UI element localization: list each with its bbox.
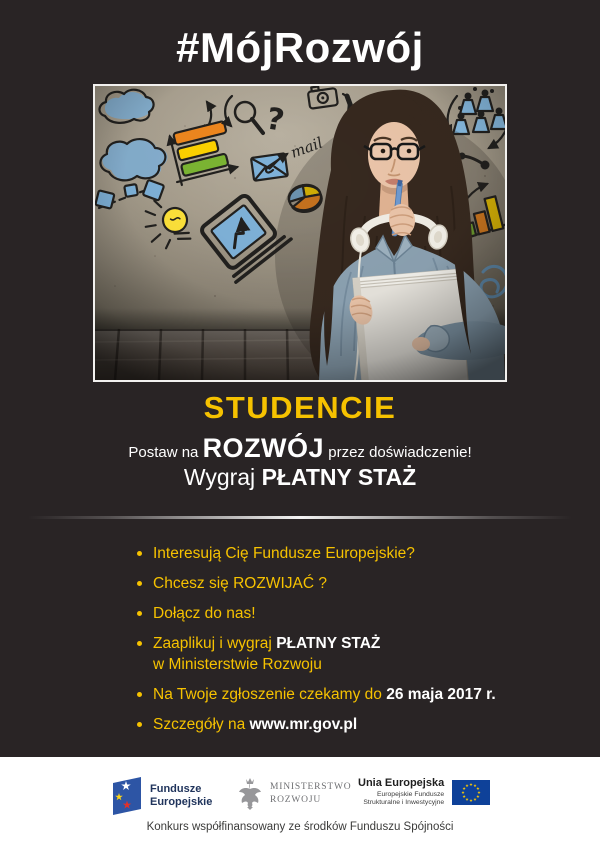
eu-logo-title: Unia Europejska [358,777,445,789]
headline-studencie: STUDENCIE [203,390,397,425]
bullet-icon [137,581,142,586]
list-item [136,543,576,564]
fe-logo-line1: Fundusze [150,783,202,796]
bullet-icon [137,722,142,727]
promo-line2-pre: Wygraj [183,464,262,490]
ministry-logo-line2: ROZWOJU [270,795,321,805]
eu-flag-icon [452,780,490,805]
photo-vignette [95,86,505,380]
bullet-text-bold: PŁATNY STAŻ [276,635,381,652]
promo-line-2 [0,464,600,491]
bullet-text-bold: 26 maja 2017 r. [386,686,496,703]
photo-frame [93,84,507,382]
logo-unia-europejska [358,777,490,808]
ministry-logo-text [270,781,351,807]
bullet-text: Dołącz do nas! [153,605,256,622]
eu-logo-sub1: Europejskie Fundusze [376,790,445,798]
fe-logo-line2: Europejskie [150,796,213,808]
website-url: www.mr.gov.pl [249,716,358,733]
ministry-logo-line1: MINISTERSTWO [270,782,352,793]
list-item [136,714,576,735]
bullet-icon [137,551,142,556]
list-item [136,603,576,624]
bullet-text: Zaaplikuj i wygraj [153,635,277,652]
cofinancing-note: Konkurs współfinansowany ze środków Funduszu Spójności [146,821,454,833]
fe-logo-text [150,783,212,808]
list-item [136,684,576,705]
promo-line1-post: przez doświadczenie! [324,444,472,461]
promo-line1-emphasis: ROZWÓJ [202,433,325,463]
divider-line [28,516,572,519]
list-item [136,633,576,675]
student-photo [95,86,505,380]
bullet-text: Chcesz się ROZWIJAĆ ? [153,575,327,592]
ministry-eagle-icon [237,778,263,810]
eu-logo-sub2: Strukturalne i Inwestycyjne [363,799,445,807]
fe-flag-icon [112,776,142,816]
bullet-text: Szczegóły na [153,716,250,733]
bullet-icon [137,611,142,616]
eu-logo-text [358,777,444,808]
bullet-list [136,543,576,744]
promo-line1-pre: Postaw na [128,444,203,461]
bullet-text: Interesują Cię Fundusze Europejskie? [153,545,415,562]
poster-title: #MójRozwój [176,24,424,71]
list-item [136,573,576,594]
bullet-icon [137,692,142,697]
bullet-icon [137,641,142,646]
promo-line-1 [0,433,600,464]
logo-ministerstwo-rozwoju [237,778,351,810]
footer [0,757,600,850]
bullet-text: Na Twoje zgłoszenie czekamy do [153,686,387,703]
bullet-text-line2: w Ministerstwie Rozwoju [153,656,322,673]
logo-fundusze-europejskie [112,776,212,816]
promo-line2-emphasis: PŁATNY STAŻ [261,464,417,490]
